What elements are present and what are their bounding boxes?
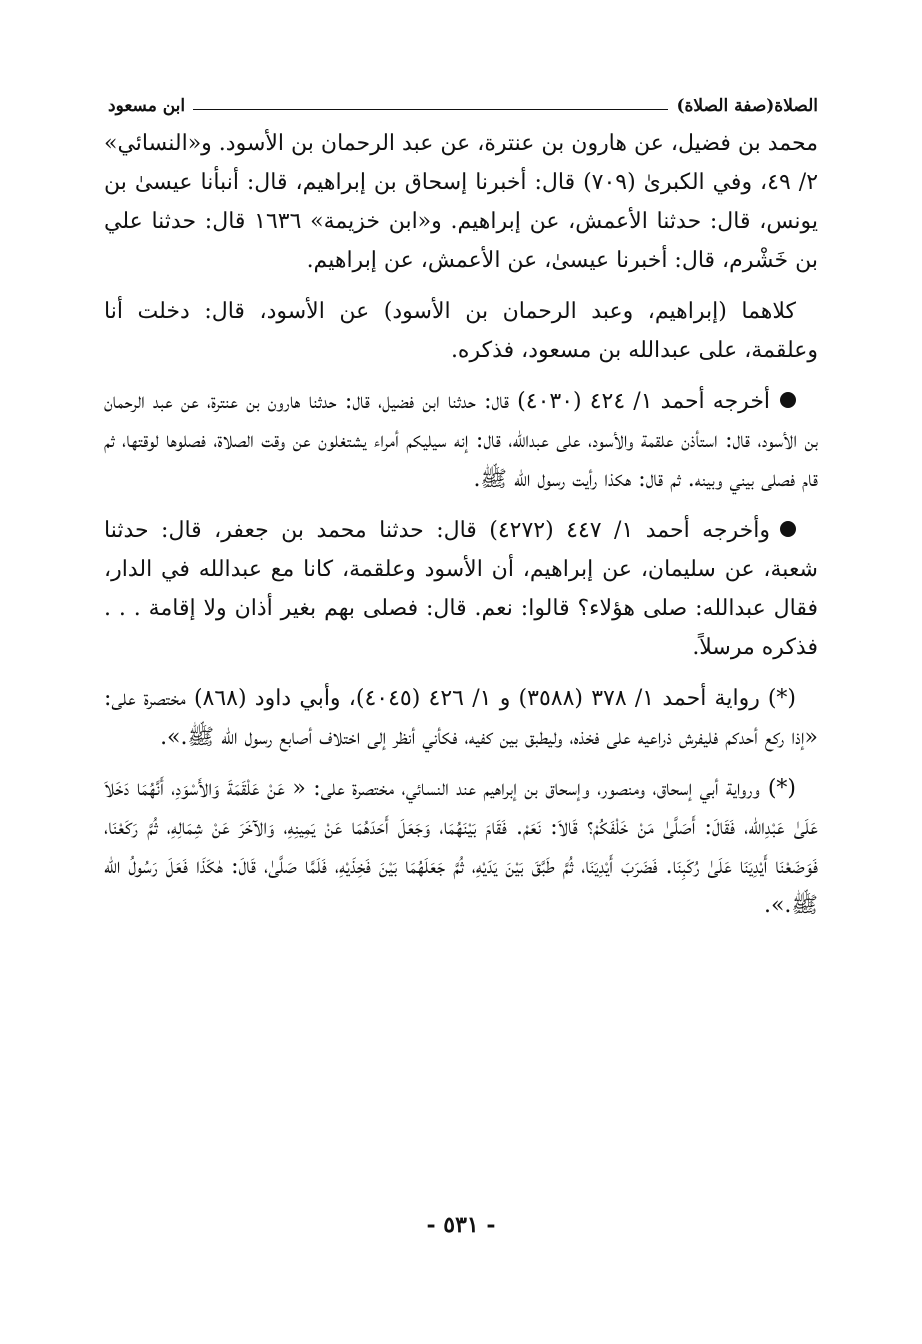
asterisk-marker: (*): [767, 686, 797, 711]
paragraph-text: محمد بن فضيل، عن هارون بن عنترة، عن عبد الرحمان بن الأسود. و«النسائي» ٢/ ٤٩، وفي الكبرىٰ (٧٠٩) قال: أخبرنا إسحاق بن إبراهيم، قال: أنبأنا عيسىٰ بن يونس، قال: حدثنا الأعمش، عن إبراهيم. و«ابن خزيمة» ١٦٣٦ قال: حدثنا علي بن خَشْرم، قال: أخبرنا عيسىٰ، عن الأعمش، عن إبراهيم.: [104, 131, 819, 273]
body-text: [104, 124, 818, 937]
paragraph-text: ورواية أبي إسحاق، ومنصور، وإسحاق بن إبراهيم عند النسائي، مختصرة على: « عَنْ عَلْقَمَةَ وَالأَسْوَدِ، أَنَّهُمَا دَخَلاَ عَلَىٰ عَبْدِالله، فَقَالَ: أَصَلَّىٰ مَنْ خَلْفَكُمْ؟ قَالاَ: نَعَمْ. فَقَامَ بَيْنَهُمَا، وَجَعَلَ أَحَدَهُمَا عَنْ يَمِينِهِ، وَالآخَرَ عَنْ شِمَالِهِ، ثُمَّ رَكَعْنَا، فَوَضَعْنَا أَيْدِيَنَا عَلَىٰ رُكَبِنَا. فَضَرَبَ أَيْدِيَنَا، ثُمَّ طَبَّقَ بَيْنَ يَدَيْهِ، ثُمَّ جَعَلَهُمَا بَيْنَ فَخِذَيْهِ، فَلَمَّا صَلَّىٰ، قَالَ: هٰكَذَا فَعَلَ رَسُولُ الله ﷺ.».: [104, 776, 818, 918]
header-section-title: الصلاة(صفة الصلاة): [676, 96, 818, 116]
paragraph-4: [104, 511, 818, 667]
running-header: [108, 86, 818, 116]
paragraph-1: [104, 124, 818, 280]
paragraph-text: رواية أحمد ١/ ٣٧٨ (٣٥٨٨) و ١/ ٤٢٦ (٤٠٤٥)، وأبي داود (٨٦٨) مختصرة على: «إذا ركع أحدكم فليفرش ذراعيه على فخذه، وليطبق بين كفيه، فكأني أنظر إلى اختلاف أصابع رسول الله ﷺ.».: [104, 686, 818, 750]
header-rule: [193, 109, 668, 110]
paragraph-text: أخرجه أحمد ١/ ٤٢٤ (٤٠٣٠) قال: حدثنا ابن فضيل، قال: حدثنا هارون بن عنترة، عن عبد الرحمان بن الأسود، قال: استأذن علقمة والأسود، على عبدالله، قال: إنه سيليكم أمراء يشتغلون عن وقت الصلاة، فصلوها لوقتها، ثم قام فصلى بيني وبينه. ثم قال: هكذا رأيت رسول الله ﷺ.: [104, 389, 818, 492]
paragraph-2: [104, 292, 818, 370]
page-number: - ٥٣١ -: [426, 1212, 496, 1238]
paragraph-5: [104, 679, 818, 757]
asterisk-marker: (*): [767, 776, 796, 801]
paragraph-text: وأخرجه أحمد ١/ ٤٤٧ (٤٢٧٢) قال: حدثنا محمد بن جعفر، قال: حدثنا شعبة، عن سليمان، عن إبراهيم، أن الأسود وعلقمة، كانا مع عبدالله في الدار، فقال عبدالله: صلى هؤلاء؟ قالوا: نعم. قال: فصلى بهم بغير أذان ولا إقامة . . . فذكره مرسلاً.: [104, 518, 818, 660]
bullet-icon: [780, 392, 796, 408]
header-chapter-title: ابن مسعود: [108, 96, 186, 116]
paragraph-text: كلاهما (إبراهيم، وعبد الرحمان بن الأسود) عن الأسود، قال: دخلت أنا وعلقمة، على عبدالله بن مسعود، فذكره.: [104, 299, 818, 363]
paragraph-3: [104, 382, 818, 499]
paragraph-6: [104, 769, 818, 925]
bullet-icon: [780, 521, 796, 537]
